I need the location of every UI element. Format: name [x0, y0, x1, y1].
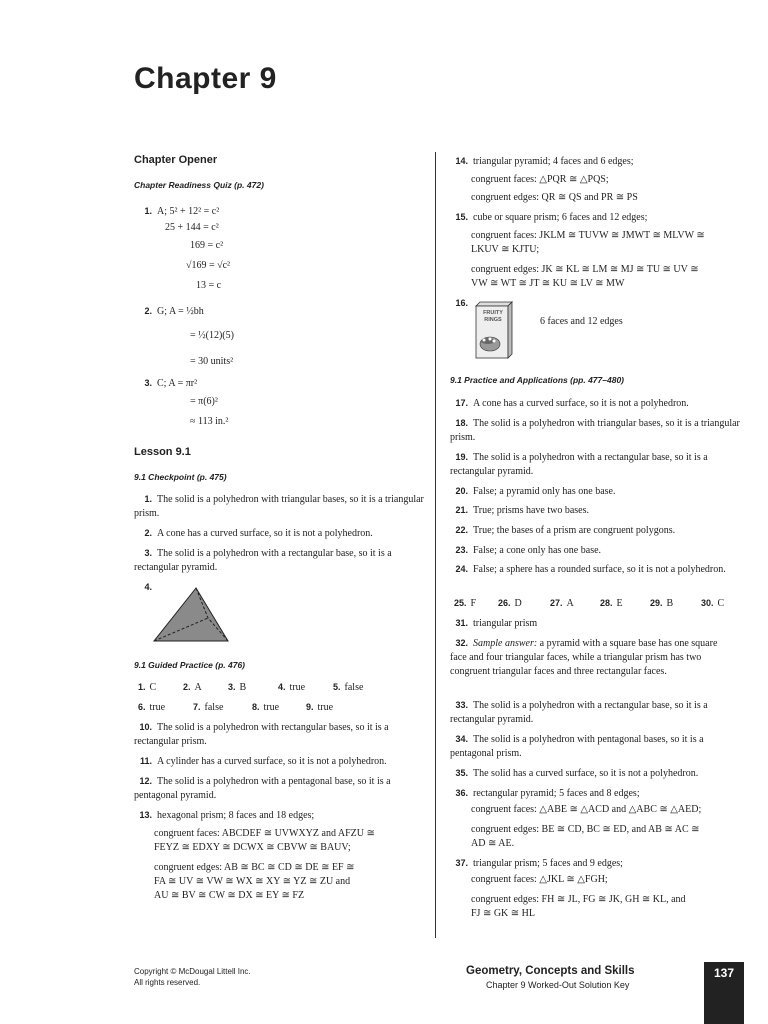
answer-item: 35. The solid has a curved surface, so it is not a polyhedron. — [455, 768, 699, 779]
congruent-faces: congruent faces: ABCDEF ≅ UVWXYZ and AFZU ≅ — [154, 828, 375, 839]
answer-item: 2. G; A = ½bh — [144, 306, 204, 317]
congruent-faces: FEYZ ≅ EDXY ≅ DCWX ≅ CBVW ≅ BAUV; — [154, 842, 351, 853]
cereal-box-figure — [472, 300, 516, 360]
congruent-edges: AD ≅ AE. — [471, 838, 515, 849]
answer-item: 11. A cylinder has a curved surface, so it is not a polyhedron. — [139, 756, 387, 767]
cereal-box-label: FRUITY RINGS — [483, 310, 503, 323]
equation-line: 13 = c — [196, 280, 222, 291]
congruent-edges: congruent edges: BE ≅ CD, BC ≅ ED, and AB ≅ AC ≅ — [471, 824, 700, 835]
equation-line: 25 + 144 = c² — [165, 222, 219, 233]
equation-line: √169 = √c² — [186, 260, 231, 271]
chapter-title: Chapter 9 — [134, 62, 277, 95]
answer-item: 22. True; the bases of a prism are congruent polygons. — [455, 525, 676, 536]
answer-item: 2. A cone has a curved surface, so it is not a polyhedron. — [144, 528, 373, 539]
answer-item: 3. C; A = πr² — [144, 378, 198, 389]
answer-item: 12. The solid is a polyhedron with a pentagonal base, so it is a pentagonal pyramid. — [134, 776, 391, 801]
answer-item: 21. True; prisms have two bases. — [455, 505, 590, 516]
answer-item: 10. The solid is a polyhedron with rectangular bases, so it is a rectangular prism. — [134, 722, 389, 747]
answer-item: 17. A cone has a curved surface, so it is not a polyhedron. — [455, 398, 689, 409]
chapter-subtitle: Chapter 9 Worked-Out Solution Key — [486, 980, 630, 990]
equation-line: = π(6)² — [190, 396, 218, 407]
congruent-faces: congruent faces: △ABE ≅ △ACD and △ABC ≅ △AED; — [471, 804, 702, 815]
equation-line: = 30 units² — [190, 356, 234, 367]
subsection-heading: Chapter Readiness Quiz (p. 472) — [134, 180, 264, 190]
triangular-pyramid-figure — [152, 586, 232, 644]
congruent-faces: congruent faces: △JKL ≅ △FGH; — [471, 874, 608, 885]
congruent-edges: AU ≅ BV ≅ CW ≅ DX ≅ EY ≅ FZ — [154, 890, 305, 901]
answer-item: 3. The solid is a polyhedron with a rectangular base, so it is a rectangular pyramid. — [134, 548, 392, 573]
answer-item: 19. The solid is a polyhedron with a rectangular base, so it is a rectangular pyramid. — [450, 452, 708, 477]
copyright-notice: Copyright © McDougal Littell Inc. All rights reserved. — [134, 967, 251, 987]
congruent-edges: FJ ≅ GK ≅ HL — [471, 908, 535, 919]
answer-item: 36. rectangular pyramid; 5 faces and 8 edges; — [455, 788, 640, 799]
answer-item: 20. False; a pyramid only has one base. — [455, 486, 616, 497]
section-heading: Lesson 9.1 — [134, 446, 191, 458]
answer-item: 18. The solid is a polyhedron with triangular bases, so it is a triangular prism. — [450, 418, 740, 443]
congruent-edges: congruent edges: FH ≅ JL, FG ≅ JK, GH ≅ KL, and — [471, 894, 686, 905]
column-divider — [435, 152, 436, 938]
answer-item: 24. False; a sphere has a rounded surface, so it is not a polyhedron. — [455, 564, 726, 575]
answer-item: 13. hexagonal prism; 8 faces and 18 edges; — [139, 810, 315, 821]
answer-item: 34. The solid is a polyhedron with pentagonal bases, so it is a pentagonal prism. — [450, 734, 704, 759]
congruent-edges: congruent edges: AB ≅ BC ≅ CD ≅ DE ≅ EF ≅ — [154, 862, 355, 873]
equation-line: ≈ 113 in.² — [190, 416, 229, 427]
page-number: 137 — [704, 962, 744, 1024]
answer-item: 1. A; 5² + 12² = c² — [144, 206, 220, 217]
book-title: Geometry, Concepts and Skills — [466, 965, 635, 977]
subsection-heading: 9.1 Checkpoint (p. 475) — [134, 472, 227, 482]
congruent-edges: congruent edges: JK ≅ KL ≅ LM ≅ MJ ≅ TU ≅ UV ≅ — [471, 264, 699, 275]
congruent-edges: FA ≅ UV ≅ VW ≅ WX ≅ XY ≅ YZ ≅ ZU and — [154, 876, 351, 887]
equation-line: = ½(12)(5) — [190, 330, 234, 341]
answer-item: 14. triangular pyramid; 4 faces and 6 edges; — [455, 156, 634, 167]
congruent-faces: congruent faces: △PQR ≅ △PQS; — [471, 174, 609, 185]
answer-item: 1. The solid is a polyhedron with triangular bases, so it is a triangular prism. — [134, 494, 424, 519]
answer-item: 4. — [144, 582, 152, 592]
section-heading: Chapter Opener — [134, 154, 218, 166]
answer-item: 15. cube or square prism; 6 faces and 12 edges; — [455, 212, 648, 223]
answer-item: 16. — [455, 298, 468, 308]
answer-item: 32. Sample answer: a pyramid with a square base has one square face and four triangular faces, while a triangular prism has two congruent triangular faces and three rectangular faces. — [450, 638, 718, 677]
answer-item: 31. triangular prism — [455, 618, 538, 629]
subsection-heading: 9.1 Practice and Applications (pp. 477–480) — [450, 375, 625, 385]
congruent-edges: VW ≅ WT ≅ JT ≅ KU ≅ LV ≅ MW — [471, 278, 625, 289]
congruent-faces: congruent faces: JKLM ≅ TUVW ≅ JMWT ≅ MLVW ≅ — [471, 230, 705, 241]
answer-item: 23. False; a cone only has one base. — [455, 545, 602, 556]
congruent-faces: LKUV ≅ KJTU; — [471, 244, 540, 255]
subsection-heading: 9.1 Guided Practice (p. 476) — [134, 660, 246, 670]
answer-item: 33. The solid is a polyhedron with a rectangular base, so it is a rectangular pyramid. — [450, 700, 708, 725]
answer-text: 6 faces and 12 edges — [540, 316, 623, 327]
answer-item: 37. triangular prism; 5 faces and 9 edges; — [455, 858, 623, 869]
congruent-edges: congruent edges: QR ≅ QS and PR ≅ PS — [471, 192, 638, 203]
equation-line: 169 = c² — [190, 240, 224, 251]
